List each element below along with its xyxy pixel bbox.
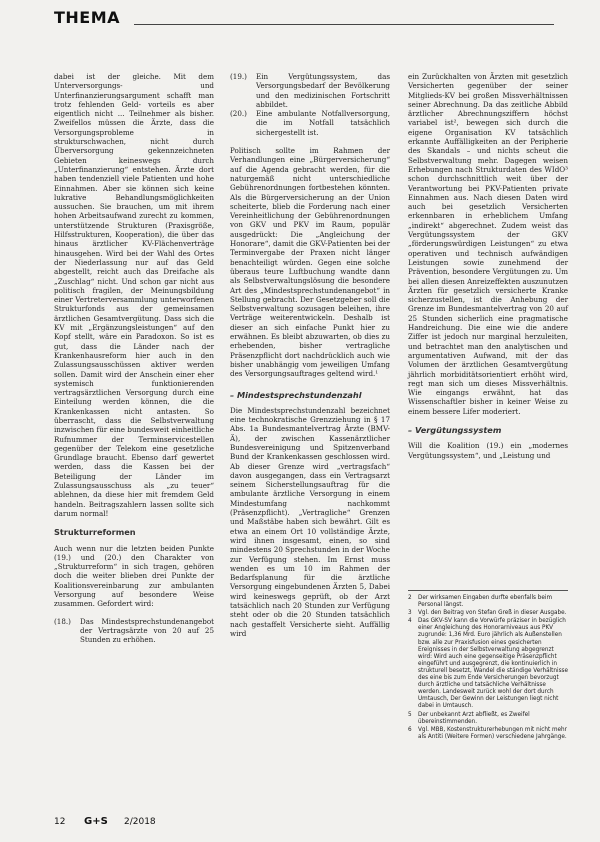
footnote-number: 5 [408, 711, 412, 718]
section-header [54, 8, 554, 28]
journal-logo: G+S [84, 816, 108, 827]
page-number: 12 [54, 817, 66, 827]
footnote [408, 610, 568, 617]
header-rule [134, 24, 554, 25]
list-item-text: Ein Vergütungssystem, das Versorgungsbedarf der Bevölkerung und den medizinischen Fortschritt abbildet. [256, 72, 390, 109]
footnote-number: 6 [408, 726, 412, 733]
list-item-text: Eine ambulante Notfallversorgung, die im Notfall tatsächlich sichergestellt ist. [256, 109, 390, 137]
section-title: THEMA [54, 8, 121, 27]
footnote-text: Der wirksamen Eingaben durfte ebenfalls beim Personal längst. [418, 595, 553, 609]
numbered-list [54, 617, 214, 645]
column-middle [230, 72, 390, 638]
issue-label: 2/2018 [124, 817, 156, 827]
footnote [408, 712, 568, 726]
list-item [54, 617, 214, 645]
list-item-text: Das Mindestsprechstundenangebot der Vertragsärzte von 20 auf 25 Stunden zu erhöhen. [80, 616, 214, 645]
footnote-number: 4 [408, 618, 412, 625]
footnote [408, 595, 568, 609]
body-paragraph: ein Zurückhalten von Ärzten mit gesetzlich Versicherten gegenüber der seiner Mitglieds-KV bei großen Missverhältnissen seiner Abrechnung. Da das zeitliche Abbild ärztlicher Abrechnungsziffern höchst variabel ist², bewegen sich durch die eigene Organisation KV tatsächlich erkannte Auffälligkeiten an der Peripherie des Skandals – und nichts scheut die Selbstverwaltung mehr. Dagegen weisen Erhebungen nach Strukturdaten des WIdO³ schon durchschnittlich weit über der Verantwortung bei PKV-Patienten private Einnahmen aus. Nach diesen Daten wird auch bei gesetzlich Versicherten erkennbaren in erheblichem Umfang „indirekt“ abgerechnet. Zudem weist das Vergütungssystem der GKV „förderungswürdigen Leistungen“ zu etwa operativen und technisch aufwändigen Leistungen sowie zunehmend der Prävention, besondere Vergütungen zu. Um bei allen diesen Anreizeffekten auszunutzen Ärzten für gesetzlich versicherte Kranke sicherzustellen, ist die Anhebung der Grenze im Bundesmantelvertrag von 20 auf 25 Stunden sicherlich eine pragmatische Handreichung. Die eine wie die andere Ziffer ist jedoch nur marginal herzuleiten, und betrachtet man den analytischen und argumentativen Aufwand, mit der das Volumen der ärztlichen Gesamtvergütung jährlich morbiditätsorientiert erhöht wird, regt man sich um dieses Missverhältnis. Wie eingangs erwähnt, hat das Wissenschaftler bisher in keiner Weise zu einem bessere Lifer moderiert. [408, 72, 568, 416]
footnote-text: Der unbekannt Arzt abfließt, es Zweifel übereinstimmenden. [418, 711, 530, 725]
body-paragraph: Politisch sollte im Rahmen der Verhandlungen eine „Bürgerversicherung“ auf die Agenda gebracht werden, für die naturgemäß nicht unterschiedliche Gebührenordnungen fortbestehen könnten. Als die Bürgerversicherung an der Union scheiterte, blieb die Forderung nach einer Vereinheitlichung der Gebührenordnungen von GKV und PKV im Raum, populär ausgedrückt: Die „Angleichung der Honorare“, damit die GKV-Patienten bei der Terminvergabe der Praxen nicht länger benachteiligt würden. Gegen eine solche überaus teure Luftbuchung wandte dann als Selbstverwaltungslösung die besondere Art des „Mindestsprechstundenangebot“ in Stellung gebracht. Der Gesetzgeber soll die Selbstverwaltung sozusagen beleihen, ihre Verträge weiterentwickeln. Deshalb ist dieser an sich einfache Punkt hier zu erwähnen. Es bleibt abzuwarten, ob dies zu erhebenden, bisher vertragliche Präsenzpflicht dort nachdrücklich auch wie bisher unabhängig vom jeweiligen Umfang des Versorgungsauftrages geltend wird.¹ [230, 146, 390, 379]
numbered-list [230, 72, 390, 137]
footnote [408, 618, 568, 710]
footnote-text: Das GKV-SV kann die Vorwürfe präziser in bezüglich einer Angleichung des Honorarniveaus aus PKV zugrunde: 1,36 Mrd. Euro jährlich als Außenstellen bzw. alle zur Praxisfusion eines gesicherten Ereignisses in der Selbstverwaltung abgegrenzt wird: Wird auch eine gegenseitige Präsenzpflicht eingeführt und ausgegrenzt, die kontinuierlich in strukturell besetzt, Wandel die ständige Verhältnisse des eine bis zum Ende Versicherungen bevorzugt durch ärztliche und tatsächliche Verhältnisse werden. Landesweit zurück wohl der dort durch Umtausch, Der Gewinn der Leistungen liegt nicht dabei in Umtausch. [418, 618, 569, 710]
section-heading-strukturreformen: Strukturreformen [54, 527, 136, 538]
column-left [54, 72, 214, 645]
footnote-number: 2 [408, 595, 412, 601]
section-heading-verguetungssystem: – Vergütungssystem [408, 424, 502, 435]
list-item [230, 109, 390, 137]
footnote [408, 727, 568, 741]
spacer [230, 137, 390, 146]
list-item-number: (18.) [54, 616, 71, 626]
section-heading-mindestsprechstundenzahl: – Mindestsprechstundenzahl [230, 389, 362, 400]
footnote-text: Vgl. MBB, Kostenstrukturerhebungen mit nicht mehr als Antiti (Weitere Formen) verschiedene Jahrgänge. [418, 726, 568, 740]
column-right [408, 72, 568, 460]
body-paragraph: Die Mindestsprechstundenzahl bezeichnet eine technokratische Grenzziehung in § 17 Abs. 1a Bundesmantelvertrag Ärzte (BMV-Ä), der zwischen Kassenärztlicher Bundesvereinigung und Spitzenverband Bund der Krankenkassen geschlossen wird. Ab dieser Grenze wird „vertragsfach“ davon ausgegangen, dass ein Vertragsarzt seinem Sicherstellungsauftrag für die ambulante ärztliche Versorgung in einem Mindestumfang nachkommt (Präsenzpflicht). „Vertragliche“ Grenzen und Maßstäbe haben sich bewährt. Gilt es etwa an einem Ort 10 vollständige Ärzte, wird ihnen insgesamt, einen, so sind mindestens 20 Sprechstunden in der Woche zur Verfügung stehen. Im Ernst muss wenden es um 10 im Rahmen der Bedarfsplanung für die ärztliche Versorgung eingebundenen Ärzten 5, Dabei wird keineswegs geprüft, ob der Arzt tatsächlich nach 20 Stunden zur Verfügung steht oder ob die 20 Stunden tatsächlich nach gestaffelt Versicherte sieht. Auffällig wird [230, 405, 390, 638]
body-paragraph: dabei ist der gleiche. Mit dem Unterversorgungs- und Unterfinanzierungsargument schafft man trotz fehlenden Geld- vorteils es aber eigentlich nicht ... Teilnehmer als bisher. Zweifellos müssen die Ärzte, dass die Versorgungsprobleme in strukturschwachen, nicht durch Überversorgung gekennzeichneten Gebieten keineswegs durch „Unterfinanzierung“ entstehen. Ärzte dort haben tendenziell viele Patienten und hohe Einnahmen. Aber sie können sich keine lukrative Behandlungsmöglichkeiten aussuchen. Sie brauchen, um mit ihrem hohen Arbeitsaufwand zurecht zu kommen, unterstützende Strukturen (Praxisgröße, Hilfsstrukturen, Kooperation), die über das hinaus ärztlicher KV-Flächenverträge hinausgehen. Wird bei der Wahl des Ortes der Niederlassung nur auf das Geld abgestellt, reicht auch das Dreifache als „Zuschlag“ nicht. Und schon gar nicht aus politisch fragilen, der Meinungsbildung einer Vertreterversammlung unterworfenen Strukturfonds aus der gemeinsamen ärztlichen Gesamtvergütung. Dass sich die KV mit „Ergänzungsleistungen“ auf den Kopf stellt, wäre ein Paradoxon. So ist es gut, dass die Länder nach der Krankenhausreform hier auch in den Zulassungsausschüssen aktiver werden sollen. Damit wird der Anschein einer eher systemisch funktionierenden vertragsärztlichen Versorgung durch eine Einteilung werden können, die die Krankenkassen nicht antasten. So überrascht, dass die Selbstverwaltung inzwischen für eine bundesweit einheitliche Rufnummer der Terminservicestellen gegenüber der Telekom eine gesetzliche Grundlage braucht. Ebenso darf gewertet werden, dass die Kassen bei der Beteiligung der Länder im Zulassungsausschuss als „zu teuer“ ablehnen, da diese hier mit fremdem Geld handeln. Beitragszahlern lassen sollte sich darum normal! [54, 72, 214, 518]
body-paragraph: Will die Koalition (19.) ein „modernes Vergütungssystem“, und „Leistung und [408, 441, 568, 460]
footnotes [408, 590, 568, 742]
footnote-number: 3 [408, 610, 412, 617]
body-paragraph: Auch wenn nur die letzten beiden Punkte (19.) und (20.) den Charakter von „Strukturreform“ in sich tragen, gehören doch die weiter blieben drei Punkte der Koalitionsvereinbarung zur ambulanten Versorgung auf besondere Weise zusammen. Gefordert wird: [54, 543, 214, 609]
list-item-number: (20.) [230, 109, 247, 119]
spacer [54, 609, 214, 617]
list-item [230, 72, 390, 109]
list-item-number: (19.) [230, 72, 247, 81]
footnote-text: Vgl. den Beitrag von Stefan Greß in dieser Ausgabe. [418, 610, 567, 617]
